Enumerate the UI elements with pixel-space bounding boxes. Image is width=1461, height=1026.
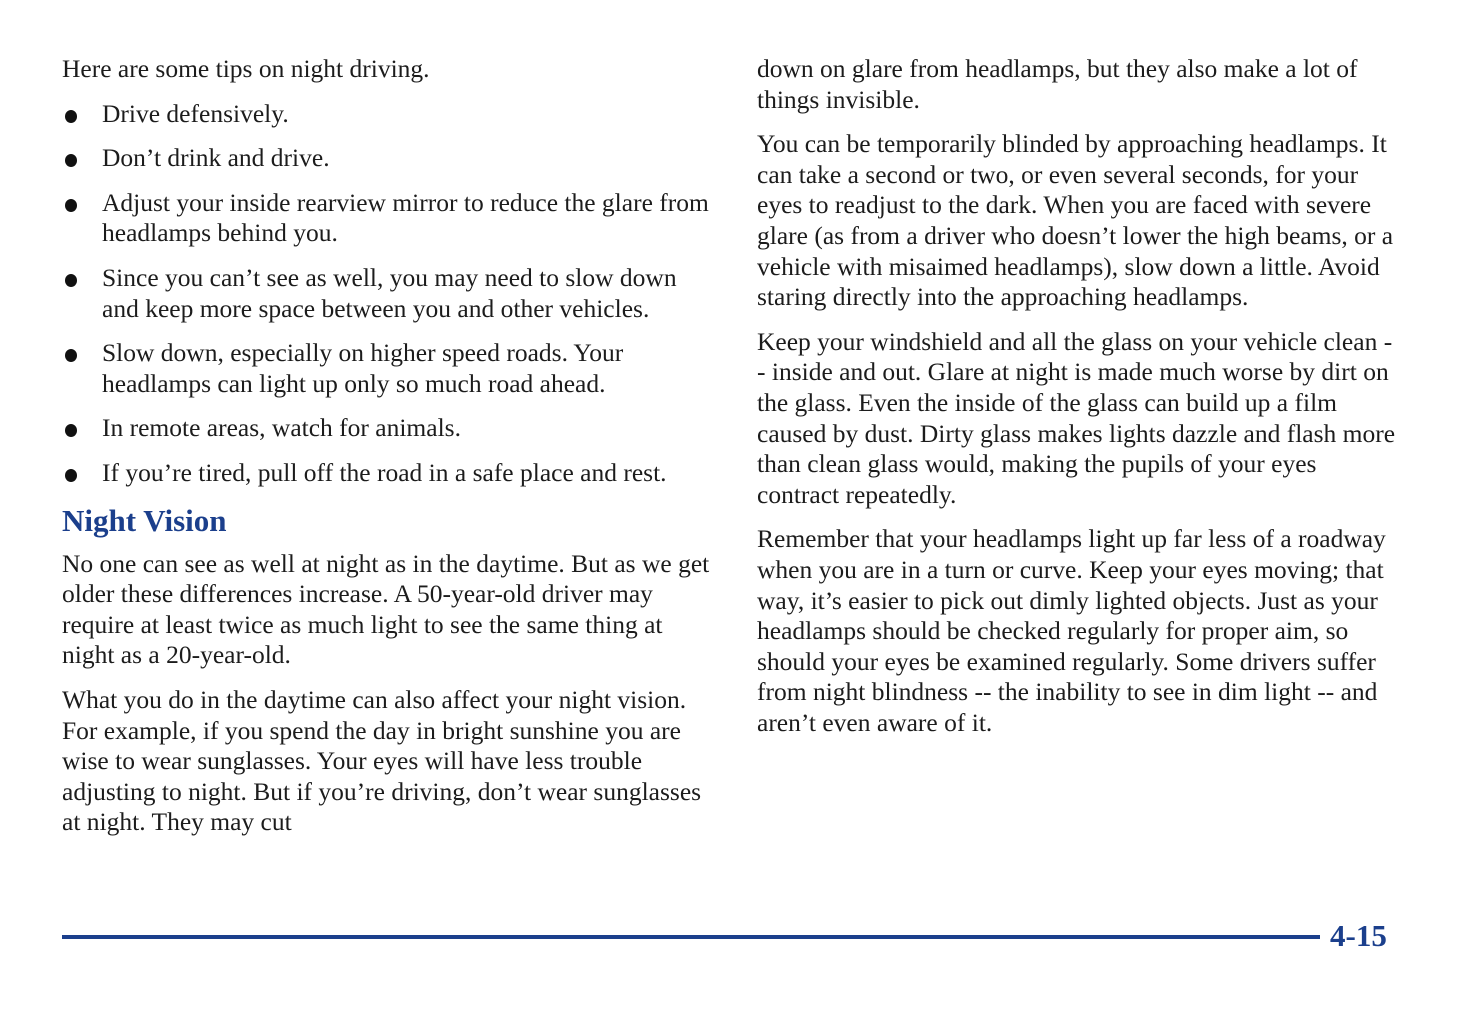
- tip-text: Adjust your inside rearview mirror to reduce the glare from headlamps behind you.: [102, 187, 709, 248]
- tip-text: In remote areas, watch for animals.: [102, 413, 461, 443]
- bullet-icon: [65, 199, 77, 212]
- list-item: [62, 263, 712, 324]
- bullet-icon: [65, 424, 77, 437]
- left-column: [62, 54, 712, 852]
- body-paragraph: Keep your windshield and all the glass on your vehicle clean -- inside and out. Glare at night is made much worse by dirt on the glass. Even the inside of the glass can build up a film caused by dust. Dirty glass makes lights dazzle and flash more than clean glass would, making the pupils of your eyes contract repeatedly.: [757, 326, 1396, 509]
- body-paragraph: What you do in the daytime can also affect your night vision. For example, if you spend the day in bright sunshine you are wise to wear sunglasses. Your eyes will have less trouble adjusting to night. But if you’re driving, don’t wear sunglasses at night. They may cut: [62, 684, 702, 837]
- list-item: [62, 188, 712, 249]
- tip-text: Don’t drink and drive.: [102, 143, 330, 173]
- body-paragraph: No one can see as well at night as in the daytime. But as we get older these differences increase. A 50-year-old driver may require at least twice as much light to see the same thing at night as a 20-year-old.: [62, 548, 710, 670]
- list-item: [62, 143, 712, 174]
- body-paragraph: You can be temporarily blinded by approaching headlamps. It can take a second or two, or even several seconds, for your eyes to readjust to the dark. When you are faced with severe glare (as from a driver who doesn’t lower the high beams, or a vehicle with misaimed headlamps), slow down a little. Avoid staring directly into the approaching headlamps.: [757, 129, 1394, 312]
- body-paragraph: down on glare from headlamps, but they also make a lot of things invisible.: [757, 54, 1358, 114]
- intro-text: Here are some tips on night driving.: [62, 54, 430, 83]
- tip-text: Since you can’t see as well, you may need to slow down and keep more space between you and other vehicles.: [102, 262, 677, 323]
- bullet-icon: [65, 154, 77, 167]
- bullet-icon: [65, 110, 77, 123]
- list-item: [62, 99, 712, 130]
- bullet-icon: [65, 274, 77, 287]
- list-item: [62, 413, 712, 444]
- bullet-icon: [65, 469, 77, 482]
- footer-rule: [62, 935, 1320, 939]
- night-driving-tips-list: [62, 99, 712, 489]
- tip-text: If you’re tired, pull off the road in a safe place and rest.: [102, 457, 667, 487]
- tip-text: Drive defensively.: [102, 98, 289, 128]
- page-number: 4-15: [1330, 918, 1387, 953]
- body-paragraph: Remember that your headlamps light up far less of a roadway when you are in a turn or curve. Keep your eyes moving; that way, it’s easier to pick out dimly lighted objects. Just as your headlamps should be checked regularly for proper aim, so should your eyes be examined regularly. Some drivers suffer from night blindness -- the inability to see in dim light -- and aren’t even aware of it.: [757, 524, 1386, 737]
- section-heading-night-vision: Night Vision: [62, 502, 227, 538]
- list-item: [62, 338, 712, 399]
- bullet-icon: [65, 349, 77, 362]
- right-column: [757, 54, 1397, 752]
- tip-text: Slow down, especially on higher speed roads. Your headlamps can light up only so much road ahead.: [102, 338, 624, 398]
- list-item: [62, 458, 712, 489]
